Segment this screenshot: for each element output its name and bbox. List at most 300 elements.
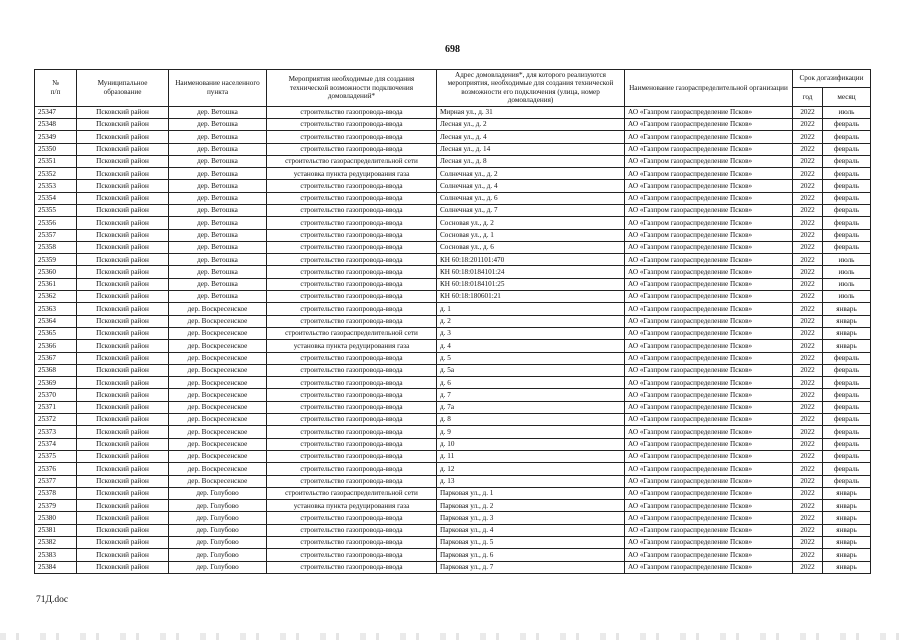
page-number: 698: [445, 44, 460, 55]
cell-address: д. 8: [437, 414, 625, 426]
cell-year: 2022: [793, 278, 823, 290]
cell-municipality: Псковский район: [77, 229, 169, 241]
cell-municipality: Псковский район: [77, 389, 169, 401]
table-row: [35, 537, 871, 549]
cell-organization: АО «Газпром газораспределение Псков»: [625, 450, 793, 462]
table-row: [35, 450, 871, 462]
cell-settlement: дер. Воскресенское: [169, 426, 267, 438]
cell-address: КН 60:18:180601:21: [437, 291, 625, 303]
cell-activity: строительство газопровода-ввода: [267, 180, 437, 192]
table-row: [35, 180, 871, 192]
cell-month: февраль: [823, 118, 871, 130]
cell-number: 25351: [35, 155, 77, 167]
cell-month: июль: [823, 266, 871, 278]
table-row: [35, 524, 871, 536]
table-row: [35, 463, 871, 475]
cell-number: 25383: [35, 549, 77, 561]
cell-organization: АО «Газпром газораспределение Псков»: [625, 168, 793, 180]
cell-settlement: дер. Воскресенское: [169, 401, 267, 413]
cell-municipality: Псковский район: [77, 475, 169, 487]
cell-settlement: дер. Голубово: [169, 487, 267, 499]
cell-month: февраль: [823, 241, 871, 253]
cell-number: 25371: [35, 401, 77, 413]
cell-municipality: Псковский район: [77, 266, 169, 278]
cell-year: 2022: [793, 131, 823, 143]
cell-organization: АО «Газпром газораспределение Псков»: [625, 155, 793, 167]
cell-address: д. 10: [437, 438, 625, 450]
cell-number: 25374: [35, 438, 77, 450]
cell-municipality: Псковский район: [77, 352, 169, 364]
cell-organization: АО «Газпром газораспределение Псков»: [625, 266, 793, 278]
cell-municipality: Псковский район: [77, 524, 169, 536]
cell-address: Парковая ул., д. 4: [437, 524, 625, 536]
cell-address: Мирная ул., д. 31: [437, 106, 625, 118]
cell-municipality: Псковский район: [77, 315, 169, 327]
table-row: [35, 168, 871, 180]
cell-activity: строительство газопровода-ввода: [267, 414, 437, 426]
table-row: [35, 475, 871, 487]
cell-address: Солнечная ул., д. 7: [437, 205, 625, 217]
cell-municipality: Псковский район: [77, 168, 169, 180]
cell-month: февраль: [823, 168, 871, 180]
cell-year: 2022: [793, 401, 823, 413]
cell-settlement: дер. Голубово: [169, 500, 267, 512]
cell-month: февраль: [823, 352, 871, 364]
cell-year: 2022: [793, 512, 823, 524]
cell-organization: АО «Газпром газораспределение Псков»: [625, 180, 793, 192]
cell-organization: АО «Газпром газораспределение Псков»: [625, 487, 793, 499]
cell-settlement: дер. Воскресенское: [169, 389, 267, 401]
cell-municipality: Псковский район: [77, 487, 169, 499]
cell-settlement: дер. Ветошка: [169, 229, 267, 241]
cell-number: 25380: [35, 512, 77, 524]
cell-year: 2022: [793, 463, 823, 475]
cell-settlement: дер. Ветошка: [169, 192, 267, 204]
cell-month: февраль: [823, 155, 871, 167]
cell-address: Солнечная ул., д. 6: [437, 192, 625, 204]
cell-municipality: Псковский район: [77, 500, 169, 512]
cell-month: январь: [823, 303, 871, 315]
cell-activity: строительство газопровода-ввода: [267, 475, 437, 487]
cell-municipality: Псковский район: [77, 278, 169, 290]
cell-year: 2022: [793, 254, 823, 266]
cell-number: 25379: [35, 500, 77, 512]
cell-organization: АО «Газпром газораспределение Псков»: [625, 414, 793, 426]
table-row: [35, 155, 871, 167]
file-name-footer: 71Д.doc: [36, 595, 69, 605]
cell-settlement: дер. Ветошка: [169, 143, 267, 155]
cell-number: 25384: [35, 561, 77, 573]
cell-municipality: Псковский район: [77, 118, 169, 130]
cell-organization: АО «Газпром газораспределение Псков»: [625, 143, 793, 155]
table-row: [35, 549, 871, 561]
cell-activity: строительство газопровода-ввода: [267, 352, 437, 364]
cell-address: Парковая ул., д. 6: [437, 549, 625, 561]
table-row: [35, 340, 871, 352]
cell-municipality: Псковский район: [77, 192, 169, 204]
cell-activity: строительство газопровода-ввода: [267, 377, 437, 389]
table-row: [35, 438, 871, 450]
cell-year: 2022: [793, 450, 823, 462]
cell-number: 25349: [35, 131, 77, 143]
table-row: [35, 143, 871, 155]
cell-activity: строительство газораспределительной сети: [267, 487, 437, 499]
cell-number: 25350: [35, 143, 77, 155]
gasification-table: [34, 69, 871, 574]
cell-organization: АО «Газпром газораспределение Псков»: [625, 254, 793, 266]
cell-municipality: Псковский район: [77, 106, 169, 118]
cell-address: Парковая ул., д. 3: [437, 512, 625, 524]
cell-month: июль: [823, 291, 871, 303]
cell-month: июль: [823, 254, 871, 266]
table-row: [35, 291, 871, 303]
cell-organization: АО «Газпром газораспределение Псков»: [625, 500, 793, 512]
cell-organization: АО «Газпром газораспределение Псков»: [625, 426, 793, 438]
cell-month: январь: [823, 315, 871, 327]
cell-month: январь: [823, 549, 871, 561]
cell-year: 2022: [793, 143, 823, 155]
cell-address: д. 3: [437, 327, 625, 339]
cell-organization: АО «Газпром газораспределение Псков»: [625, 241, 793, 253]
cell-organization: АО «Газпром газораспределение Псков»: [625, 340, 793, 352]
cell-year: 2022: [793, 352, 823, 364]
cell-year: 2022: [793, 549, 823, 561]
header-activity: Мероприятия необходимые для создания технической возможности подключения домовладений*: [267, 70, 437, 107]
cell-month: февраль: [823, 475, 871, 487]
cell-organization: АО «Газпром газораспределение Псков»: [625, 303, 793, 315]
cell-year: 2022: [793, 500, 823, 512]
cell-number: 25363: [35, 303, 77, 315]
cell-year: 2022: [793, 118, 823, 130]
table-row: [35, 352, 871, 364]
cell-year: 2022: [793, 106, 823, 118]
cell-number: 25347: [35, 106, 77, 118]
cell-year: 2022: [793, 487, 823, 499]
cell-address: д. 13: [437, 475, 625, 487]
cell-organization: АО «Газпром газораспределение Псков»: [625, 229, 793, 241]
cell-number: 25356: [35, 217, 77, 229]
cell-settlement: дер. Голубово: [169, 549, 267, 561]
cell-month: февраль: [823, 364, 871, 376]
cell-year: 2022: [793, 180, 823, 192]
header-deadline: Срок догазификации: [793, 70, 871, 88]
cell-organization: АО «Газпром газораспределение Псков»: [625, 315, 793, 327]
table-row: [35, 389, 871, 401]
cell-activity: строительство газопровода-ввода: [267, 389, 437, 401]
cell-activity: строительство газопровода-ввода: [267, 364, 437, 376]
cell-activity: строительство газопровода-ввода: [267, 512, 437, 524]
cell-municipality: Псковский район: [77, 217, 169, 229]
cell-settlement: дер. Воскресенское: [169, 475, 267, 487]
cell-municipality: Псковский район: [77, 364, 169, 376]
cell-settlement: дер. Голубово: [169, 524, 267, 536]
cell-number: 25375: [35, 450, 77, 462]
cell-month: январь: [823, 340, 871, 352]
table-row: [35, 106, 871, 118]
cell-month: январь: [823, 524, 871, 536]
table-row: [35, 278, 871, 290]
header-settlement: Наименование населенного пункта: [169, 70, 267, 107]
cell-number: 25359: [35, 254, 77, 266]
cell-year: 2022: [793, 524, 823, 536]
table-row: [35, 229, 871, 241]
cell-activity: строительство газопровода-ввода: [267, 118, 437, 130]
cell-activity: строительство газопровода-ввода: [267, 426, 437, 438]
cell-month: февраль: [823, 229, 871, 241]
cell-address: Солнечная ул., д. 2: [437, 168, 625, 180]
cell-organization: АО «Газпром газораспределение Псков»: [625, 537, 793, 549]
cell-month: февраль: [823, 217, 871, 229]
cell-year: 2022: [793, 205, 823, 217]
cell-address: Сосновая ул., д. 2: [437, 217, 625, 229]
cell-address: КН 60:18:0184101:24: [437, 266, 625, 278]
cell-address: д. 6: [437, 377, 625, 389]
cell-month: январь: [823, 327, 871, 339]
cell-month: февраль: [823, 401, 871, 413]
cell-month: февраль: [823, 205, 871, 217]
cell-year: 2022: [793, 377, 823, 389]
cell-address: Парковая ул., д. 2: [437, 500, 625, 512]
cell-municipality: Псковский район: [77, 426, 169, 438]
cell-number: 25348: [35, 118, 77, 130]
cell-settlement: дер. Ветошка: [169, 168, 267, 180]
cell-month: февраль: [823, 131, 871, 143]
cell-activity: строительство газопровода-ввода: [267, 229, 437, 241]
cell-year: 2022: [793, 475, 823, 487]
cell-number: 25382: [35, 537, 77, 549]
header-year: год: [793, 88, 823, 106]
cell-number: 25373: [35, 426, 77, 438]
cell-organization: АО «Газпром газораспределение Псков»: [625, 278, 793, 290]
cell-municipality: Псковский район: [77, 241, 169, 253]
cell-activity: строительство газопровода-ввода: [267, 401, 437, 413]
cell-address: д. 4: [437, 340, 625, 352]
cell-settlement: дер. Ветошка: [169, 155, 267, 167]
table-row: [35, 266, 871, 278]
cell-activity: строительство газопровода-ввода: [267, 106, 437, 118]
cell-municipality: Псковский район: [77, 143, 169, 155]
cell-settlement: дер. Воскресенское: [169, 352, 267, 364]
cell-organization: АО «Газпром газораспределение Псков»: [625, 389, 793, 401]
cell-settlement: дер. Ветошка: [169, 180, 267, 192]
cell-number: 25370: [35, 389, 77, 401]
cell-year: 2022: [793, 291, 823, 303]
cell-organization: АО «Газпром газораспределение Псков»: [625, 463, 793, 475]
table-row: [35, 512, 871, 524]
cell-organization: АО «Газпром газораспределение Псков»: [625, 475, 793, 487]
cell-month: февраль: [823, 414, 871, 426]
table-row: [35, 315, 871, 327]
cell-month: февраль: [823, 143, 871, 155]
cell-month: январь: [823, 500, 871, 512]
cell-number: 25367: [35, 352, 77, 364]
cell-number: 25364: [35, 315, 77, 327]
cell-year: 2022: [793, 229, 823, 241]
header-month: месяц: [823, 88, 871, 106]
table-row: [35, 377, 871, 389]
table-row: [35, 118, 871, 130]
cell-activity: установка пункта редуцирования газа: [267, 168, 437, 180]
cell-activity: строительство газопровода-ввода: [267, 254, 437, 266]
cell-address: КН 60:18:201101:470: [437, 254, 625, 266]
cell-settlement: дер. Воскресенское: [169, 364, 267, 376]
cell-month: февраль: [823, 377, 871, 389]
table-row: [35, 426, 871, 438]
cell-municipality: Псковский район: [77, 377, 169, 389]
table-row: [35, 192, 871, 204]
table-row: [35, 327, 871, 339]
cell-address: д. 5а: [437, 364, 625, 376]
cell-municipality: Псковский район: [77, 561, 169, 573]
cell-activity: строительство газопровода-ввода: [267, 205, 437, 217]
cell-address: Сосновая ул., д. 6: [437, 241, 625, 253]
cell-number: 25362: [35, 291, 77, 303]
table-row: [35, 217, 871, 229]
cell-settlement: дер. Ветошка: [169, 254, 267, 266]
cell-municipality: Псковский район: [77, 549, 169, 561]
cell-year: 2022: [793, 241, 823, 253]
cell-activity: строительство газопровода-ввода: [267, 438, 437, 450]
cell-organization: АО «Газпром газораспределение Псков»: [625, 561, 793, 573]
cell-organization: АО «Газпром газораспределение Псков»: [625, 291, 793, 303]
cell-activity: строительство газопровода-ввода: [267, 303, 437, 315]
cell-activity: строительство газопровода-ввода: [267, 131, 437, 143]
cell-municipality: Псковский район: [77, 303, 169, 315]
cell-activity: строительство газопровода-ввода: [267, 217, 437, 229]
cell-address: д. 9: [437, 426, 625, 438]
cell-municipality: Псковский район: [77, 131, 169, 143]
cell-settlement: дер. Воскресенское: [169, 340, 267, 352]
cell-settlement: дер. Воскресенское: [169, 463, 267, 475]
cell-organization: АО «Газпром газораспределение Псков»: [625, 118, 793, 130]
cell-number: 25353: [35, 180, 77, 192]
cell-number: 25355: [35, 205, 77, 217]
cell-municipality: Псковский район: [77, 414, 169, 426]
cell-number: 25369: [35, 377, 77, 389]
scan-edge-artifact: [0, 633, 905, 640]
cell-settlement: дер. Ветошка: [169, 131, 267, 143]
cell-number: 25360: [35, 266, 77, 278]
cell-year: 2022: [793, 266, 823, 278]
cell-activity: строительство газораспределительной сети: [267, 327, 437, 339]
cell-activity: строительство газопровода-ввода: [267, 315, 437, 327]
cell-settlement: дер. Воскресенское: [169, 303, 267, 315]
cell-settlement: дер. Голубово: [169, 537, 267, 549]
cell-address: Лесная ул., д. 14: [437, 143, 625, 155]
cell-year: 2022: [793, 561, 823, 573]
table-row: [35, 487, 871, 499]
cell-settlement: дер. Воскресенское: [169, 377, 267, 389]
cell-address: Парковая ул., д. 1: [437, 487, 625, 499]
table-row: [35, 414, 871, 426]
cell-number: 25361: [35, 278, 77, 290]
cell-settlement: дер. Воскресенское: [169, 414, 267, 426]
cell-municipality: Псковский район: [77, 537, 169, 549]
cell-year: 2022: [793, 537, 823, 549]
cell-number: 25358: [35, 241, 77, 253]
cell-activity: строительство газопровода-ввода: [267, 549, 437, 561]
cell-municipality: Псковский район: [77, 254, 169, 266]
header-row: [35, 70, 871, 88]
cell-month: февраль: [823, 180, 871, 192]
cell-address: Лесная ул., д. 2: [437, 118, 625, 130]
cell-municipality: Псковский район: [77, 205, 169, 217]
cell-number: 25352: [35, 168, 77, 180]
cell-settlement: дер. Воскресенское: [169, 327, 267, 339]
cell-organization: АО «Газпром газораспределение Псков»: [625, 401, 793, 413]
cell-settlement: дер. Воскресенское: [169, 438, 267, 450]
cell-month: январь: [823, 561, 871, 573]
cell-number: 25357: [35, 229, 77, 241]
cell-activity: строительство газопровода-ввода: [267, 450, 437, 462]
cell-settlement: дер. Голубово: [169, 561, 267, 573]
cell-address: д. 7а: [437, 401, 625, 413]
cell-year: 2022: [793, 426, 823, 438]
cell-address: Парковая ул., д. 7: [437, 561, 625, 573]
cell-address: д. 12: [437, 463, 625, 475]
cell-number: 25378: [35, 487, 77, 499]
cell-month: январь: [823, 537, 871, 549]
cell-activity: строительство газопровода-ввода: [267, 291, 437, 303]
cell-municipality: Псковский район: [77, 155, 169, 167]
cell-municipality: Псковский район: [77, 327, 169, 339]
cell-year: 2022: [793, 364, 823, 376]
cell-year: 2022: [793, 192, 823, 204]
cell-settlement: дер. Ветошка: [169, 266, 267, 278]
table-row: [35, 303, 871, 315]
cell-month: февраль: [823, 389, 871, 401]
cell-activity: установка пункта редуцирования газа: [267, 340, 437, 352]
cell-settlement: дер. Ветошка: [169, 118, 267, 130]
cell-number: 25365: [35, 327, 77, 339]
cell-address: Сосновая ул., д. 1: [437, 229, 625, 241]
cell-activity: установка пункта редуцирования газа: [267, 500, 437, 512]
table-row: [35, 364, 871, 376]
cell-municipality: Псковский район: [77, 401, 169, 413]
cell-organization: АО «Газпром газораспределение Псков»: [625, 364, 793, 376]
table-row: [35, 500, 871, 512]
cell-number: 25354: [35, 192, 77, 204]
cell-organization: АО «Газпром газораспределение Псков»: [625, 217, 793, 229]
cell-number: 25376: [35, 463, 77, 475]
cell-year: 2022: [793, 414, 823, 426]
cell-municipality: Псковский район: [77, 180, 169, 192]
cell-address: д. 2: [437, 315, 625, 327]
cell-year: 2022: [793, 389, 823, 401]
cell-settlement: дер. Ветошка: [169, 241, 267, 253]
cell-year: 2022: [793, 217, 823, 229]
cell-month: февраль: [823, 438, 871, 450]
cell-month: январь: [823, 487, 871, 499]
cell-municipality: Псковский район: [77, 450, 169, 462]
cell-municipality: Псковский район: [77, 512, 169, 524]
cell-number: 25368: [35, 364, 77, 376]
table-row: [35, 205, 871, 217]
cell-settlement: дер. Ветошка: [169, 291, 267, 303]
cell-number: 25372: [35, 414, 77, 426]
cell-number: 25381: [35, 524, 77, 536]
cell-settlement: дер. Воскресенское: [169, 450, 267, 462]
table-body: [35, 106, 871, 573]
cell-year: 2022: [793, 438, 823, 450]
header-municipality: Муниципальное образование: [77, 70, 169, 107]
table-row: [35, 241, 871, 253]
cell-municipality: Псковский район: [77, 340, 169, 352]
table-row: [35, 131, 871, 143]
cell-address: Солнечная ул., д. 4: [437, 180, 625, 192]
cell-month: июль: [823, 278, 871, 290]
table-row: [35, 254, 871, 266]
